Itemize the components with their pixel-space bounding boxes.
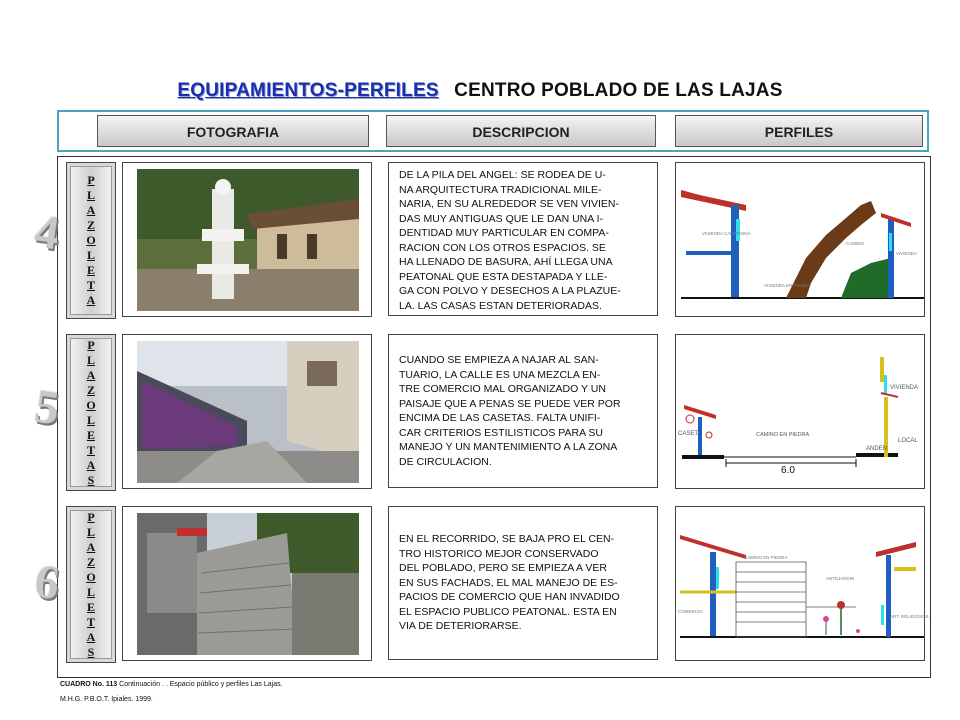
label-letter: A — [86, 293, 96, 307]
header-fotografia: FOTOGRAFIA — [97, 115, 369, 147]
profile-label-camino: CAMINO — [846, 241, 864, 246]
label-letter: P — [87, 509, 95, 524]
vertical-letters — [70, 338, 112, 487]
profile-label-camino-piedra: CAMINO EN PIEDRA — [744, 555, 788, 560]
label-letter: O — [86, 569, 96, 584]
label-letter: T — [86, 614, 95, 629]
profile-drawing-row-1 — [676, 163, 924, 316]
plazoletas-label-row-2 — [66, 334, 116, 491]
label-letter: L — [86, 188, 95, 202]
label-letter: P — [87, 173, 95, 187]
label-letter: Z — [86, 382, 95, 397]
label-letter: L — [86, 248, 95, 262]
vertical-letters — [70, 166, 112, 315]
label-letter: A — [86, 539, 96, 554]
description-row-1: DE LA PILA DEL ANGEL: SE RODEA DE U- NA ARQUITECTURA TRADICIONAL MILE- NARIA, EN SU ALREDEDOR SE VEN VIVIEN- DAS MUY ANTIGUAS QUE LE DAN UNA I- DENTIDAD MUY PARTICULAR EN COMPA- RACION CON LOS OTROS ESPACIOS. SE HA LLENADO DE BASURA, AHÍ LLEGA UNA PEATONAL QUE ESTA DESTAPADA Y LLE- GA CON POLVO Y DESECHOS A LA PLAZUE- LA. LAS CASAS ESTAN DETERIORADAS. — [388, 162, 658, 316]
profile-dimension: 6.0 — [781, 465, 795, 476]
label-letter: A — [86, 457, 96, 472]
label-letter: O — [86, 397, 96, 412]
caption-line-1 — [60, 681, 283, 688]
header-perfiles: PERFILES — [675, 115, 923, 147]
label-letter: A — [86, 367, 96, 382]
profile-label-caseta: CASETA — [678, 431, 702, 437]
profile-label-comercio: COMERCIO — [678, 609, 703, 614]
label-letter: E — [86, 263, 95, 277]
profile-label-antejardin: ANTEJARDIN — [826, 576, 855, 581]
photo-frame-row-1 — [122, 162, 372, 317]
header-descripcion: DESCRIPCION — [386, 115, 656, 147]
row-number-6: 6 — [31, 554, 63, 611]
description-row-2: CUANDO SE EMPIEZA A NAJAR AL SAN- TUARIO, LA CALLE ES UNA MEZCLA EN- TRE COMERCIO MAL ORGANIZADO Y UN PAISAJE QUE A PENAS SE PUEDE VER POR ENCIMA DE LAS CASETAS. FALTA UNIFI- CAR CRITERIOS ESTILISTICOS PARA SU MANEJO Y UN MANTENIMIENTO A LA ZONA DE CIRCULACION. — [388, 334, 658, 488]
label-letter: S — [87, 644, 95, 659]
profile-row-1 — [675, 162, 925, 317]
profile-label-vivienda: VIVIENDA — [890, 385, 919, 391]
photo-calle-comercio — [137, 341, 359, 483]
plazoleta-label-row-1 — [66, 162, 116, 319]
profile-drawing-row-3 — [676, 507, 929, 660]
label-letter: E — [86, 427, 95, 442]
photo-frame-row-3 — [122, 506, 372, 661]
label-letter: T — [86, 442, 95, 457]
label-letter: E — [86, 599, 95, 614]
label-letter: S — [87, 472, 95, 487]
label-letter: A — [86, 629, 96, 644]
label-letter: Z — [86, 554, 95, 569]
label-letter: L — [86, 524, 95, 539]
plazoletas-label-row-3 — [66, 506, 116, 663]
description-row-3: EN EL RECORRIDO, SE BAJA PRO EL CEN- TRO HISTORICO MEJOR CONSERVADO DEL POBLADO, PERO SE EMPIEZA A VER EN SUS FACHADS, EL MAL MANEJO DE ES- PACIOS DE COMERCIO QUE HAN INVADIDO EL ESPACIO PUBLICO PEATONAL. ESTA EN VIA DE DETERIORARSE. — [388, 506, 658, 660]
profile-row-2 — [675, 334, 925, 489]
profile-row-3 — [675, 506, 929, 661]
caption-table-number: CUADRO No. 113 — [60, 681, 118, 688]
page-title — [0, 80, 960, 102]
profile-label-local: LOCAL — [898, 438, 918, 444]
title-part-1: EQUIPAMIENTOS-PERFILES — [177, 80, 439, 101]
profile-label-vivienda-campesina: VIVIENDA CAMPESINA — [702, 231, 751, 236]
label-letter: L — [86, 412, 95, 427]
profile-drawing-row-2 — [676, 335, 924, 488]
row-number-5: 5 — [31, 379, 63, 436]
profile-label-vivienda: VIVIENDA — [896, 251, 918, 256]
label-letter: Z — [86, 218, 95, 232]
label-letter: L — [86, 584, 95, 599]
profile-label-anden: ANDEN — [866, 446, 888, 452]
label-letter: A — [86, 203, 96, 217]
label-letter: O — [86, 233, 96, 247]
caption-line-2: M.H.G. P.B.O.T. Ipiales. 1999. — [60, 696, 153, 703]
photo-escaleras-centro — [137, 513, 359, 655]
label-letter: T — [86, 278, 95, 292]
caption-text: Continuación . . Espacio público y perfiles Las Lajas. — [117, 681, 283, 688]
row-number-4: 4 — [31, 204, 63, 261]
profile-label-art-religiosos: ART. RELIGIOSOS — [890, 614, 929, 619]
label-letter: P — [87, 337, 95, 352]
title-part-2: CENTRO POBLADO DE LAS LAJAS — [454, 80, 783, 101]
profile-label-vivienda-piedra: VIVIENDA EN PIEDRA — [764, 283, 811, 288]
photo-pila-del-angel — [137, 169, 359, 311]
label-letter: L — [86, 352, 95, 367]
photo-frame-row-2 — [122, 334, 372, 489]
vertical-letters — [70, 510, 112, 659]
profile-label-camino-piedra: CAMINO EN PIEDRA — [756, 432, 810, 438]
